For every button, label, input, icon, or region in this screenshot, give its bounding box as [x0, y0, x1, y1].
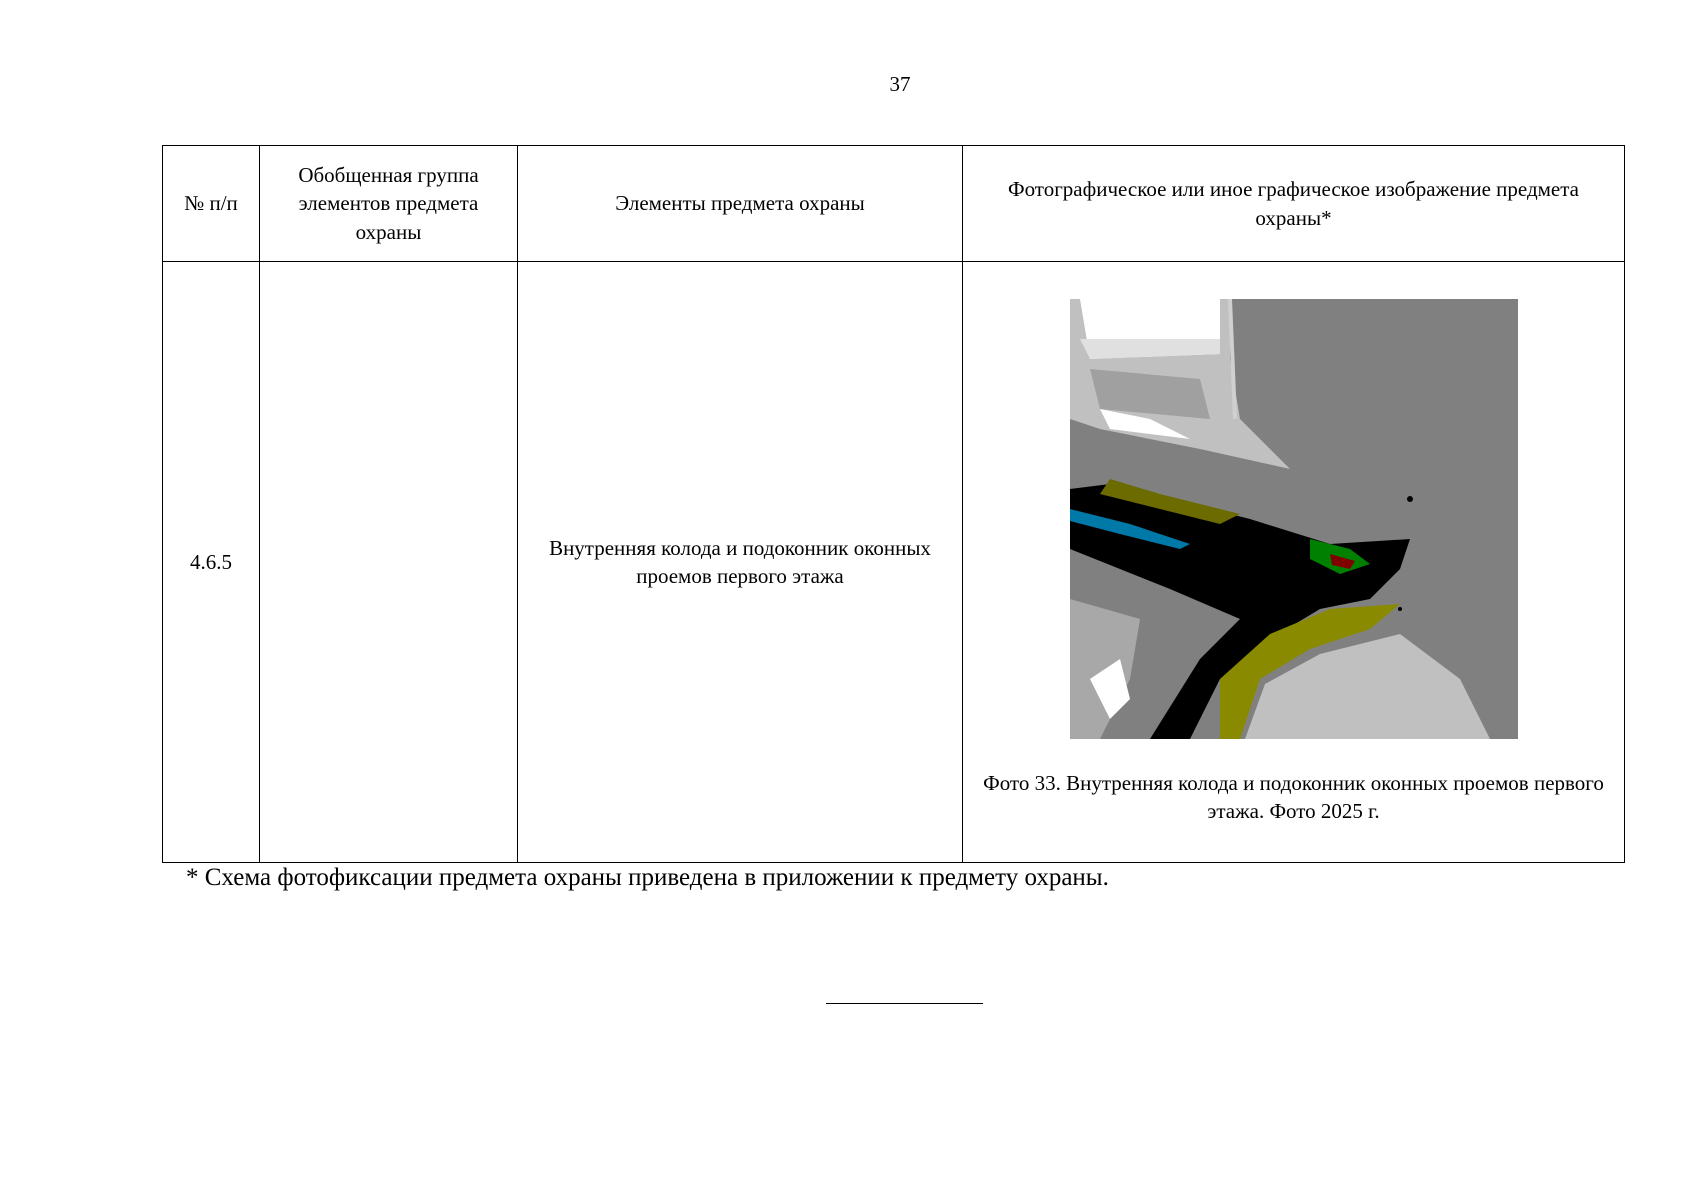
- table-row: [163, 262, 1625, 863]
- header-group: Обобщенная группа элементов предмета охраны: [260, 146, 518, 262]
- photo-caption: Фото 33. Внутренняя колода и подоконник оконных проемов первого этажа. Фото 2025 г.: [983, 770, 1604, 823]
- header-number: № п/п: [163, 146, 260, 262]
- window-sill-photo: [1070, 299, 1518, 739]
- heritage-elements-table: [162, 145, 1625, 863]
- header-elements: Элементы предмета охраны: [518, 146, 963, 262]
- cell-number: 4.6.5: [163, 262, 260, 863]
- cell-group: [260, 262, 518, 863]
- table-header-row: [163, 146, 1625, 262]
- footnote: * Схема фотофиксации предмета охраны приведена в приложении к предмету охраны.: [186, 864, 1109, 891]
- cell-photo: [963, 262, 1625, 863]
- header-image: Фотографическое или иное графическое изображение предмета охраны*: [963, 146, 1625, 262]
- page-number: 37: [889, 72, 911, 96]
- cell-elements: Внутренняя колода и подоконник оконных проемов первого этажа: [518, 262, 963, 863]
- end-rule: [826, 1003, 983, 1004]
